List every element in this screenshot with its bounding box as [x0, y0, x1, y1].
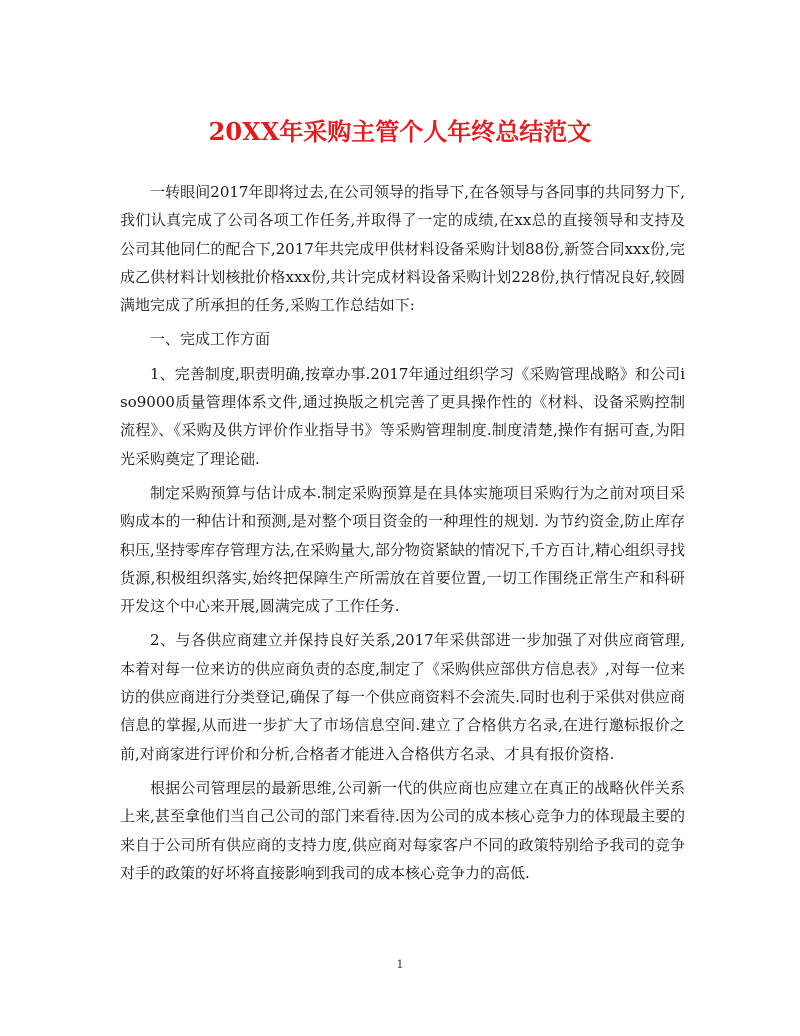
paragraph-intro: 一转眼间2017年即将过去,在公司领导的指导下,在各领导与各同事的共同努力下,我们认真完成了公司各项工作任务,并取得了一定的成绩,在xx总的直接领导和支持及公司其他同仁的配合下,2017年共完成甲供材料设备采购计划88份,新签合同xxx份,完成乙供材料计划核批价格xxx份,共计完成材料设备采购计划228份,执行情况良好,较圆满地完成了所承担的任务,采购工作总结如下: — [120, 183, 685, 315]
page-number: 1 — [396, 958, 404, 971]
paragraph-system-improvement: 1、完善制度,职责明确,按章办事.2017年通过组织学习《采购管理战略》和公司iso9000质量管理体系文件,通过换版之机完善了更具操作性的《材料、设备采购控制流程》、《采购及供方评价作业指导书》等采购管理制度.制度清楚,操作有据可查,为阳光采购奠定了理论础. — [120, 364, 685, 468]
document-body — [120, 178, 685, 893]
paragraph-budget-planning: 制定采购预算与估计成本.制定采购预算是在具体实施项目采购行为之前对项目采购成本的一种估计和预测,是对整个项目资金的一种理性的规划. 为节约资金,防止库存积压,坚持零库存管理方法,在采购量大,部分物资紧缺的情况下,千方百计,精心组织寻找货源,积极组织落实,始终把保障生产所需放在首要位置,一切工作围绕正常生产和科研开发这个中心来开展,圆满完成了工作任务. — [120, 483, 685, 616]
section-heading-work-completed: 一、完成工作方面 — [150, 330, 271, 349]
document-title: 20XX年采购主管个人年终总结范文 — [208, 117, 592, 146]
paragraph-supplier-relations: 2、与各供应商建立并保持良好关系,2017年采供部进一步加强了对供应商管理,本着对每一位来访的供应商负责的态度,制定了《采购供应部供方信息表》,对每一位来访的供应商进行分类登记,确保了每一个供应商资料不会流失.同时也利于采供对供应商信息的掌握,从而进一步扩大了市场信息空间.建立了合格供方名录,在进行邀标报价之前,对商家进行评价和分析,合格者才能进入合格供方名录、才具有报价资格. — [120, 631, 685, 763]
paragraph-strategic-partnership: 根据公司管理层的最新思维,公司新一代的供应商也应建立在真正的战略伙伴关系上来,甚至拿他们当自己公司的部门来看待.因为公司的成本核心竞争力的体现最主要的来自于公司所有供应商的支持力度,供应商对每家客户不同的政策特别给予我司的竞争对手的政策的好坏将直接影响到我司的成本核心竞争力的高低. — [120, 778, 685, 882]
